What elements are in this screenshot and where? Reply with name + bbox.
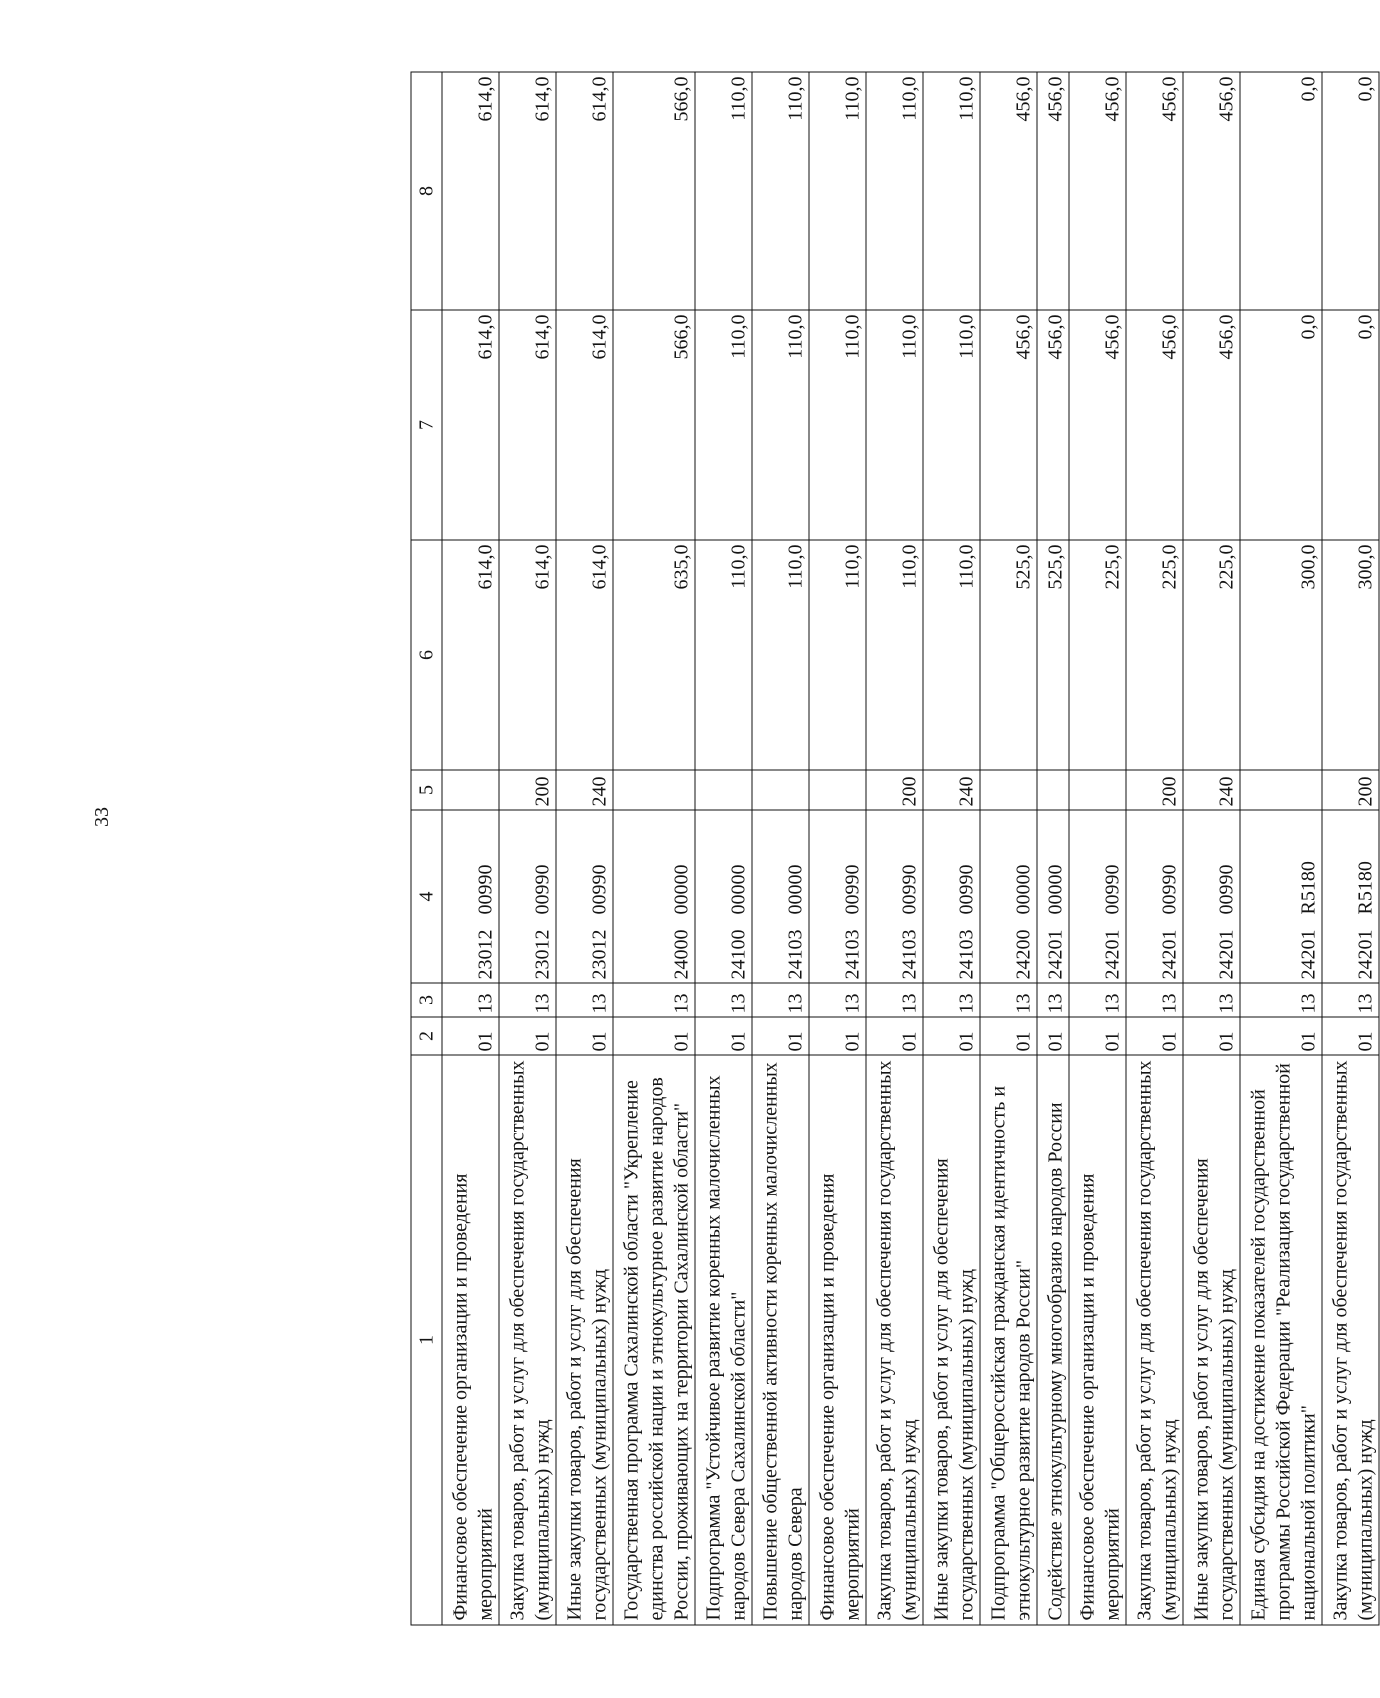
expense-type-cell: 240 [556, 770, 613, 810]
header-col-4: 4 [411, 810, 442, 983]
amount-col8-cell: 110,0 [809, 72, 866, 310]
section-code-cell: 01 [1240, 1017, 1322, 1055]
table-row [695, 72, 752, 1625]
expense-type-cell [1240, 770, 1322, 810]
target-item-cell: 24201 00990 [1183, 810, 1240, 983]
table-row [1069, 72, 1126, 1625]
section-code-cell: 01 [613, 1017, 695, 1055]
table-row [866, 72, 923, 1625]
amount-col6-cell: 110,0 [809, 540, 866, 770]
row-name-cell: Иные закупки товаров, работ и услуг для обеспечения государственных (муниципальных) нужд [1183, 1055, 1240, 1625]
row-name-cell: Подпрограмма "Общероссийская гражданская идентичность и этнокультурное развитие народов России" [980, 1055, 1037, 1625]
amount-col7-cell: 456,0 [1126, 310, 1183, 540]
table-row [499, 72, 556, 1625]
table-row [556, 72, 613, 1625]
amount-col6-cell: 614,0 [556, 540, 613, 770]
amount-col6-cell: 110,0 [923, 540, 980, 770]
subsection-code-cell: 13 [499, 983, 556, 1017]
expense-type-cell [695, 770, 752, 810]
amount-col8-cell: 456,0 [1069, 72, 1126, 310]
amount-col8-cell: 456,0 [980, 72, 1037, 310]
target-item-cell: 24201 R5180 [1322, 810, 1379, 983]
amount-col7-cell: 566,0 [613, 310, 695, 540]
amount-col8-cell: 456,0 [1126, 72, 1183, 310]
amount-col7-cell: 110,0 [923, 310, 980, 540]
amount-col6-cell: 110,0 [695, 540, 752, 770]
amount-col8-cell: 614,0 [556, 72, 613, 310]
amount-col7-cell: 456,0 [1037, 310, 1069, 540]
header-col-3: 3 [411, 983, 442, 1017]
target-item-cell: 24100 00000 [695, 810, 752, 983]
subsection-code-cell: 13 [1069, 983, 1126, 1017]
section-code-cell: 01 [1322, 1017, 1379, 1055]
subsection-code-cell: 13 [442, 983, 499, 1017]
amount-col7-cell: 456,0 [1183, 310, 1240, 540]
section-code-cell: 01 [980, 1017, 1037, 1055]
header-row [411, 72, 442, 1625]
row-name-cell: Содействие этнокультурному многообразию народов России [1037, 1055, 1069, 1625]
section-code-cell: 01 [1037, 1017, 1069, 1055]
amount-col6-cell: 225,0 [1069, 540, 1126, 770]
expense-type-cell [442, 770, 499, 810]
table-row [1126, 72, 1183, 1625]
row-name-cell: Единая субсидия на достижение показателей государственной программы Российской Федерации "Реализация государственной национальной политики" [1240, 1055, 1322, 1625]
target-item-cell: 24201 00990 [1126, 810, 1183, 983]
target-item-cell: 24000 00000 [613, 810, 695, 983]
header-col-2: 2 [411, 1017, 442, 1055]
target-item-cell: 24201 R5180 [1240, 810, 1322, 983]
table-row [442, 72, 499, 1625]
row-name-cell: Финансовое обеспечение организации и проведения мероприятий [809, 1055, 866, 1625]
amount-col6-cell: 300,0 [1240, 540, 1322, 770]
table-row [923, 72, 980, 1625]
section-code-cell: 01 [442, 1017, 499, 1055]
target-item-cell: 23012 00990 [556, 810, 613, 983]
subsection-code-cell: 13 [695, 983, 752, 1017]
row-name-cell: Финансовое обеспечение организации и проведения мероприятий [442, 1055, 499, 1625]
expense-type-cell [980, 770, 1037, 810]
row-name-cell: Закупка товаров, работ и услуг для обеспечения государственных (муниципальных) нужд [499, 1055, 556, 1625]
subsection-code-cell: 13 [980, 983, 1037, 1017]
subsection-code-cell: 13 [613, 983, 695, 1017]
table-row [1183, 72, 1240, 1625]
amount-col7-cell: 456,0 [980, 310, 1037, 540]
amount-col8-cell: 614,0 [499, 72, 556, 310]
amount-col8-cell: 110,0 [923, 72, 980, 310]
amount-col8-cell: 456,0 [1037, 72, 1069, 310]
row-name-cell: Повышение общественной активности коренных малочисленных народов Севера [752, 1055, 809, 1625]
amount-col8-cell: 110,0 [866, 72, 923, 310]
subsection-code-cell: 13 [752, 983, 809, 1017]
amount-col7-cell: 456,0 [1069, 310, 1126, 540]
amount-col6-cell: 525,0 [980, 540, 1037, 770]
expense-type-cell [809, 770, 866, 810]
section-code-cell: 01 [923, 1017, 980, 1055]
subsection-code-cell: 13 [866, 983, 923, 1017]
header-col-5: 5 [411, 770, 442, 810]
table-row [613, 72, 695, 1625]
amount-col8-cell: 110,0 [695, 72, 752, 310]
row-name-cell: Иные закупки товаров, работ и услуг для обеспечения государственных (муниципальных) нужд [923, 1055, 980, 1625]
amount-col6-cell: 225,0 [1183, 540, 1240, 770]
expense-type-cell: 200 [1322, 770, 1379, 810]
budget-table-container [411, 73, 1377, 1626]
target-item-cell: 24200 00000 [980, 810, 1037, 983]
header-col-8: 8 [411, 72, 442, 310]
table-row [1322, 72, 1379, 1625]
section-code-cell: 01 [1126, 1017, 1183, 1055]
header-col-1: 1 [411, 1055, 442, 1625]
target-item-cell: 23012 00990 [442, 810, 499, 983]
section-code-cell: 01 [866, 1017, 923, 1055]
amount-col6-cell: 225,0 [1126, 540, 1183, 770]
amount-col7-cell: 0,0 [1240, 310, 1322, 540]
amount-col6-cell: 525,0 [1037, 540, 1069, 770]
amount-col6-cell: 614,0 [499, 540, 556, 770]
expense-type-cell: 240 [923, 770, 980, 810]
section-code-cell: 01 [695, 1017, 752, 1055]
amount-col8-cell: 0,0 [1240, 72, 1322, 310]
subsection-code-cell: 13 [1183, 983, 1240, 1017]
amount-col6-cell: 635,0 [613, 540, 695, 770]
amount-col7-cell: 110,0 [809, 310, 866, 540]
target-item-cell: 24103 00990 [923, 810, 980, 983]
section-code-cell: 01 [1069, 1017, 1126, 1055]
row-name-cell: Закупка товаров, работ и услуг для обеспечения государственных (муниципальных) нужд [866, 1055, 923, 1625]
amount-col7-cell: 614,0 [556, 310, 613, 540]
row-name-cell: Подпрограмма "Устойчивое развитие коренных малочисленных народов Севера Сахалинской области" [695, 1055, 752, 1625]
target-item-cell: 24201 00990 [1069, 810, 1126, 983]
page-number: 33 [91, 807, 113, 827]
subsection-code-cell: 13 [1037, 983, 1069, 1017]
expense-type-cell [613, 770, 695, 810]
amount-col6-cell: 110,0 [866, 540, 923, 770]
header-col-6: 6 [411, 540, 442, 770]
amount-col7-cell: 0,0 [1322, 310, 1379, 540]
section-code-cell: 01 [556, 1017, 613, 1055]
target-item-cell: 24103 00990 [809, 810, 866, 983]
amount-col7-cell: 614,0 [499, 310, 556, 540]
subsection-code-cell: 13 [1126, 983, 1183, 1017]
expense-type-cell: 200 [866, 770, 923, 810]
expense-type-cell: 200 [499, 770, 556, 810]
subsection-code-cell: 13 [923, 983, 980, 1017]
amount-col8-cell: 0,0 [1322, 72, 1379, 310]
budget-table [411, 72, 1380, 1626]
target-item-cell: 24201 00000 [1037, 810, 1069, 983]
row-name-cell: Государственная программа Сахалинской области "Укрепление единства российской нации и этнокультурное развитие народов России, проживающих на территории Сахалинской области" [613, 1055, 695, 1625]
amount-col8-cell: 566,0 [613, 72, 695, 310]
expense-type-cell [1069, 770, 1126, 810]
table-row [1240, 72, 1322, 1625]
table-row [1037, 72, 1069, 1625]
section-code-cell: 01 [752, 1017, 809, 1055]
row-name-cell: Иные закупки товаров, работ и услуг для обеспечения государственных (муниципальных) нужд [556, 1055, 613, 1625]
expense-type-cell: 240 [1183, 770, 1240, 810]
amount-col8-cell: 456,0 [1183, 72, 1240, 310]
subsection-code-cell: 13 [1322, 983, 1379, 1017]
target-item-cell: 24103 00000 [752, 810, 809, 983]
amount-col8-cell: 110,0 [752, 72, 809, 310]
amount-col7-cell: 110,0 [695, 310, 752, 540]
table-row [752, 72, 809, 1625]
row-name-cell: Закупка товаров, работ и услуг для обеспечения государственных (муниципальных) нужд [1126, 1055, 1183, 1625]
amount-col8-cell: 614,0 [442, 72, 499, 310]
expense-type-cell: 200 [1126, 770, 1183, 810]
subsection-code-cell: 13 [1240, 983, 1322, 1017]
amount-col7-cell: 110,0 [866, 310, 923, 540]
table-row [809, 72, 866, 1625]
amount-col7-cell: 614,0 [442, 310, 499, 540]
subsection-code-cell: 13 [809, 983, 866, 1017]
section-code-cell: 01 [809, 1017, 866, 1055]
expense-type-cell [752, 770, 809, 810]
table-row [980, 72, 1037, 1625]
section-code-cell: 01 [499, 1017, 556, 1055]
target-item-cell: 24103 00990 [866, 810, 923, 983]
amount-col6-cell: 110,0 [752, 540, 809, 770]
target-item-cell: 23012 00990 [499, 810, 556, 983]
section-code-cell: 01 [1183, 1017, 1240, 1055]
subsection-code-cell: 13 [556, 983, 613, 1017]
header-col-7: 7 [411, 310, 442, 540]
row-name-cell: Закупка товаров, работ и услуг для обеспечения государственных (муниципальных) нужд [1322, 1055, 1379, 1625]
amount-col7-cell: 110,0 [752, 310, 809, 540]
expense-type-cell [1037, 770, 1069, 810]
amount-col6-cell: 300,0 [1322, 540, 1379, 770]
amount-col6-cell: 614,0 [442, 540, 499, 770]
row-name-cell: Финансовое обеспечение организации и проведения мероприятий [1069, 1055, 1126, 1625]
